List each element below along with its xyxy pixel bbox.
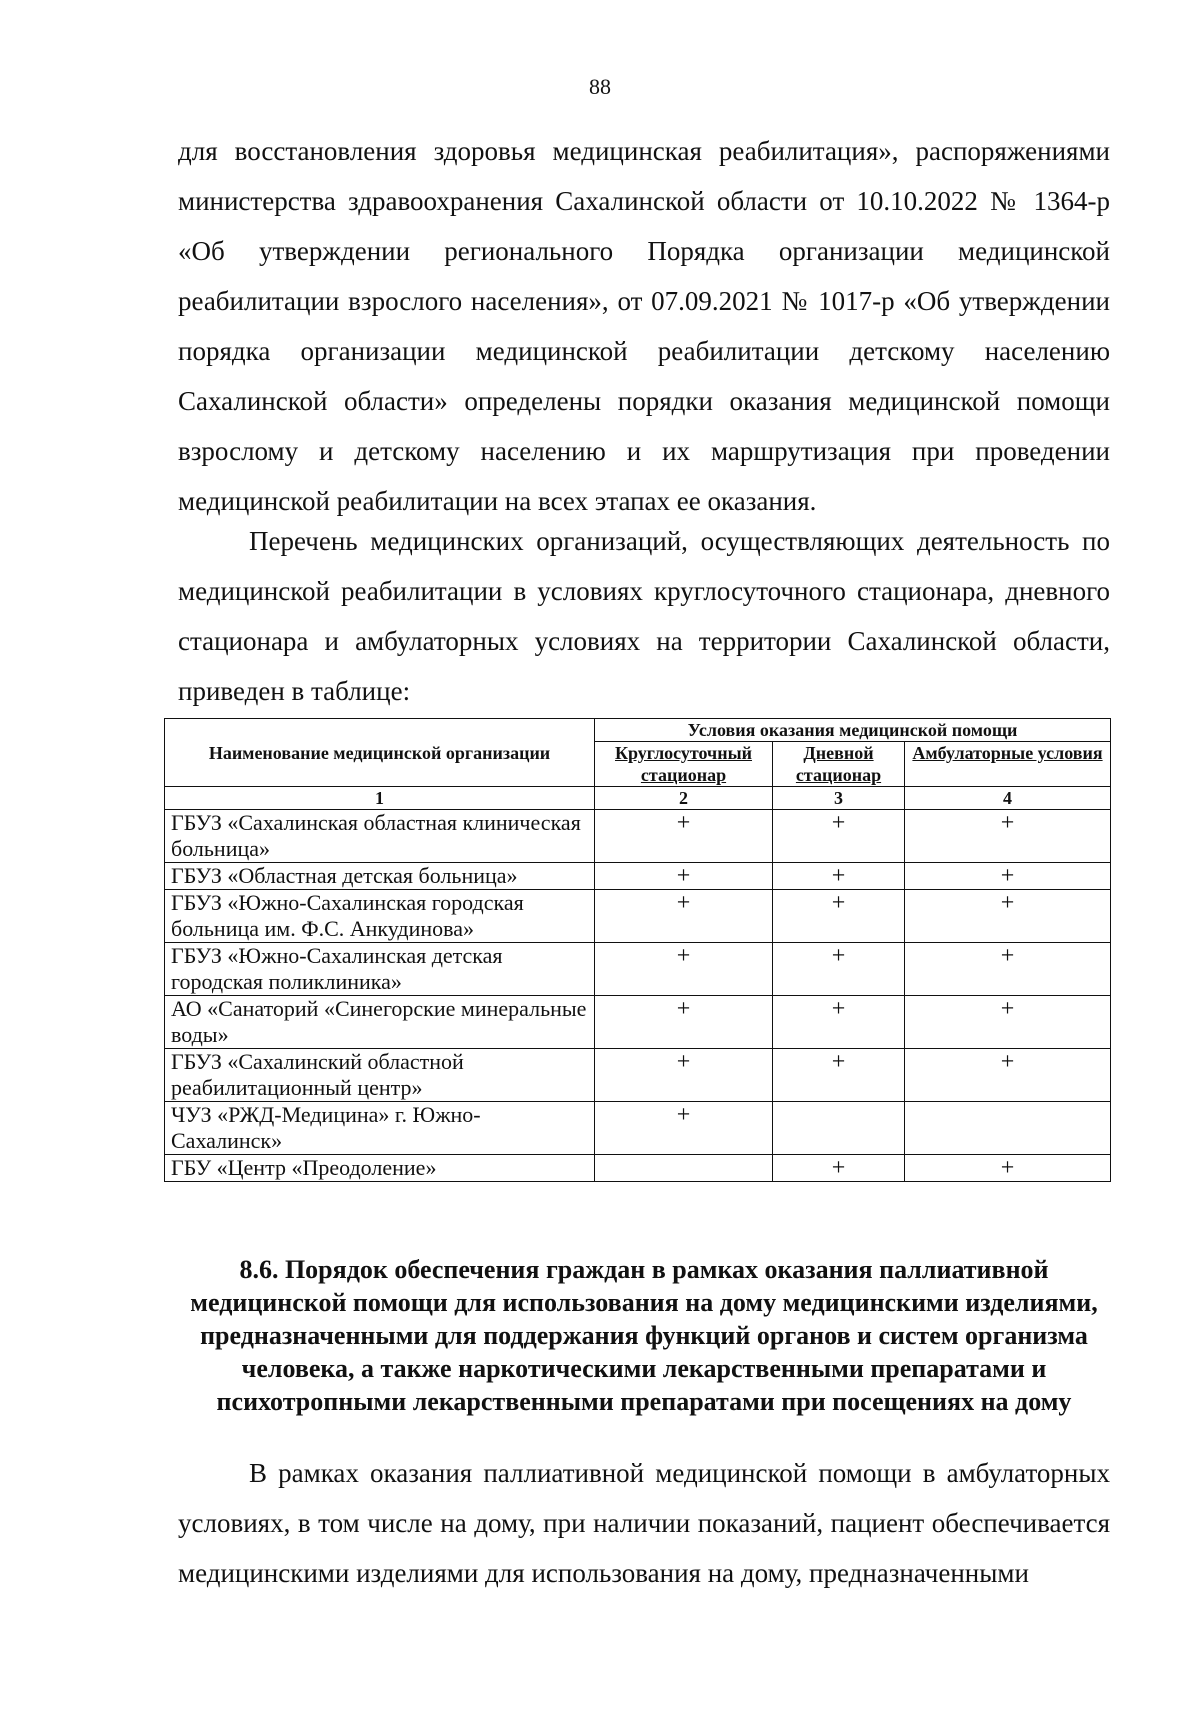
day-hospital-mark: + (773, 863, 905, 890)
round-the-clock-mark (595, 1155, 773, 1182)
table-row (165, 943, 1111, 996)
day-hospital-mark: + (773, 1049, 905, 1102)
header-day-hospital: Дневной стационар (773, 742, 905, 787)
round-the-clock-mark: + (595, 1049, 773, 1102)
header-care-conditions: Условия оказания медицинской помощи (595, 719, 1111, 742)
table-row (165, 1102, 1111, 1155)
outpatient-mark: + (905, 943, 1111, 996)
header-organization-name: Наименование медицинской организации (165, 719, 595, 787)
header-outpatient: Амбулаторные условия (905, 742, 1111, 787)
page-number: 88 (589, 74, 611, 99)
day-hospital-mark: + (773, 943, 905, 996)
outpatient-mark: + (905, 1049, 1111, 1102)
round-the-clock-mark: + (595, 943, 773, 996)
organization-name: ГБУЗ «Сахалинский областной реабилитационный центр» (165, 1049, 595, 1102)
section-paragraph: В рамках оказания паллиативной медицинской помощи в амбулаторных условиях, в том числе на дому, при наличии показаний, пациент обеспечивается медицинскими изделиями для использования на дому, предназначенными (178, 1458, 1110, 1588)
list-intro-paragraph: Перечень медицинских организаций, осуществляющих деятельность по медицинской реабилитации в условиях круглосуточного стационара, дневного стационара и амбулаторных условиях на территории Сахалинской области, приведен в таблице: (178, 526, 1110, 706)
header-round-the-clock: Круглосуточный стационар (595, 742, 773, 787)
round-the-clock-mark: + (595, 810, 773, 863)
column-number: 4 (905, 787, 1111, 810)
table-row (165, 1049, 1111, 1102)
organization-name: ГБУЗ «Сахалинская областная клиническая больница» (165, 810, 595, 863)
outpatient-mark: + (905, 810, 1111, 863)
column-number: 2 (595, 787, 773, 810)
outpatient-mark: + (905, 890, 1111, 943)
table-row (165, 1155, 1111, 1182)
table-row (165, 996, 1111, 1049)
day-hospital-mark (773, 1102, 905, 1155)
day-hospital-mark: + (773, 810, 905, 863)
table-column-numbers-row (165, 787, 1111, 810)
round-the-clock-mark: + (595, 1102, 773, 1155)
outpatient-mark: + (905, 996, 1111, 1049)
day-hospital-mark: + (773, 890, 905, 943)
table-row (165, 863, 1111, 890)
table-row (165, 810, 1111, 863)
outpatient-mark: + (905, 1155, 1111, 1182)
organization-name: АО «Санаторий «Синегорские минеральные воды» (165, 996, 595, 1049)
section-heading: 8.6. Порядок обеспечения граждан в рамках оказания паллиативной медицинской помощи для использования на дому медицинскими изделиями, предназначенными для поддержания функций органов и систем организма человека, а также наркотическими лекарственными препаратами и психотропными лекарственными препаратами при посещениях на дому (190, 1255, 1098, 1416)
organization-name: ГБУЗ «Южно-Сахалинская детская городская поликлиника» (165, 943, 595, 996)
outpatient-mark (905, 1102, 1111, 1155)
organization-name: ГБУ «Центр «Преодоление» (165, 1155, 595, 1182)
organization-name: ГБУЗ «Областная детская больница» (165, 863, 595, 890)
column-number: 3 (773, 787, 905, 810)
table-row (165, 890, 1111, 943)
intro-paragraph: для восстановления здоровья медицинская реабилитация», распоряжениями министерства здравоохранения Сахалинской области от 10.10.2022 № 1364-р «Об утверждении регионального Порядка организации медицинской реабилитации взрослого населения», от 07.09.2021 № 1017-р «Об утверждении порядка организации медицинской реабилитации детскому населению Сахалинской области» определены порядки оказания медицинской помощи взрослому и детскому населению и их маршрутизация при проведении медицинской реабилитации на всех этапах ее оказания. (178, 136, 1110, 516)
column-number: 1 (165, 787, 595, 810)
round-the-clock-mark: + (595, 890, 773, 943)
day-hospital-mark: + (773, 996, 905, 1049)
organization-name: ГБУЗ «Южно-Сахалинская городская больница им. Ф.С. Анкудинова» (165, 890, 595, 943)
round-the-clock-mark: + (595, 863, 773, 890)
organization-name: ЧУЗ «РЖД-Медицина» г. Южно-Сахалинск» (165, 1102, 595, 1155)
outpatient-mark: + (905, 863, 1111, 890)
organizations-table (164, 718, 1111, 1182)
table-header-row (165, 719, 1111, 742)
day-hospital-mark: + (773, 1155, 905, 1182)
round-the-clock-mark: + (595, 996, 773, 1049)
